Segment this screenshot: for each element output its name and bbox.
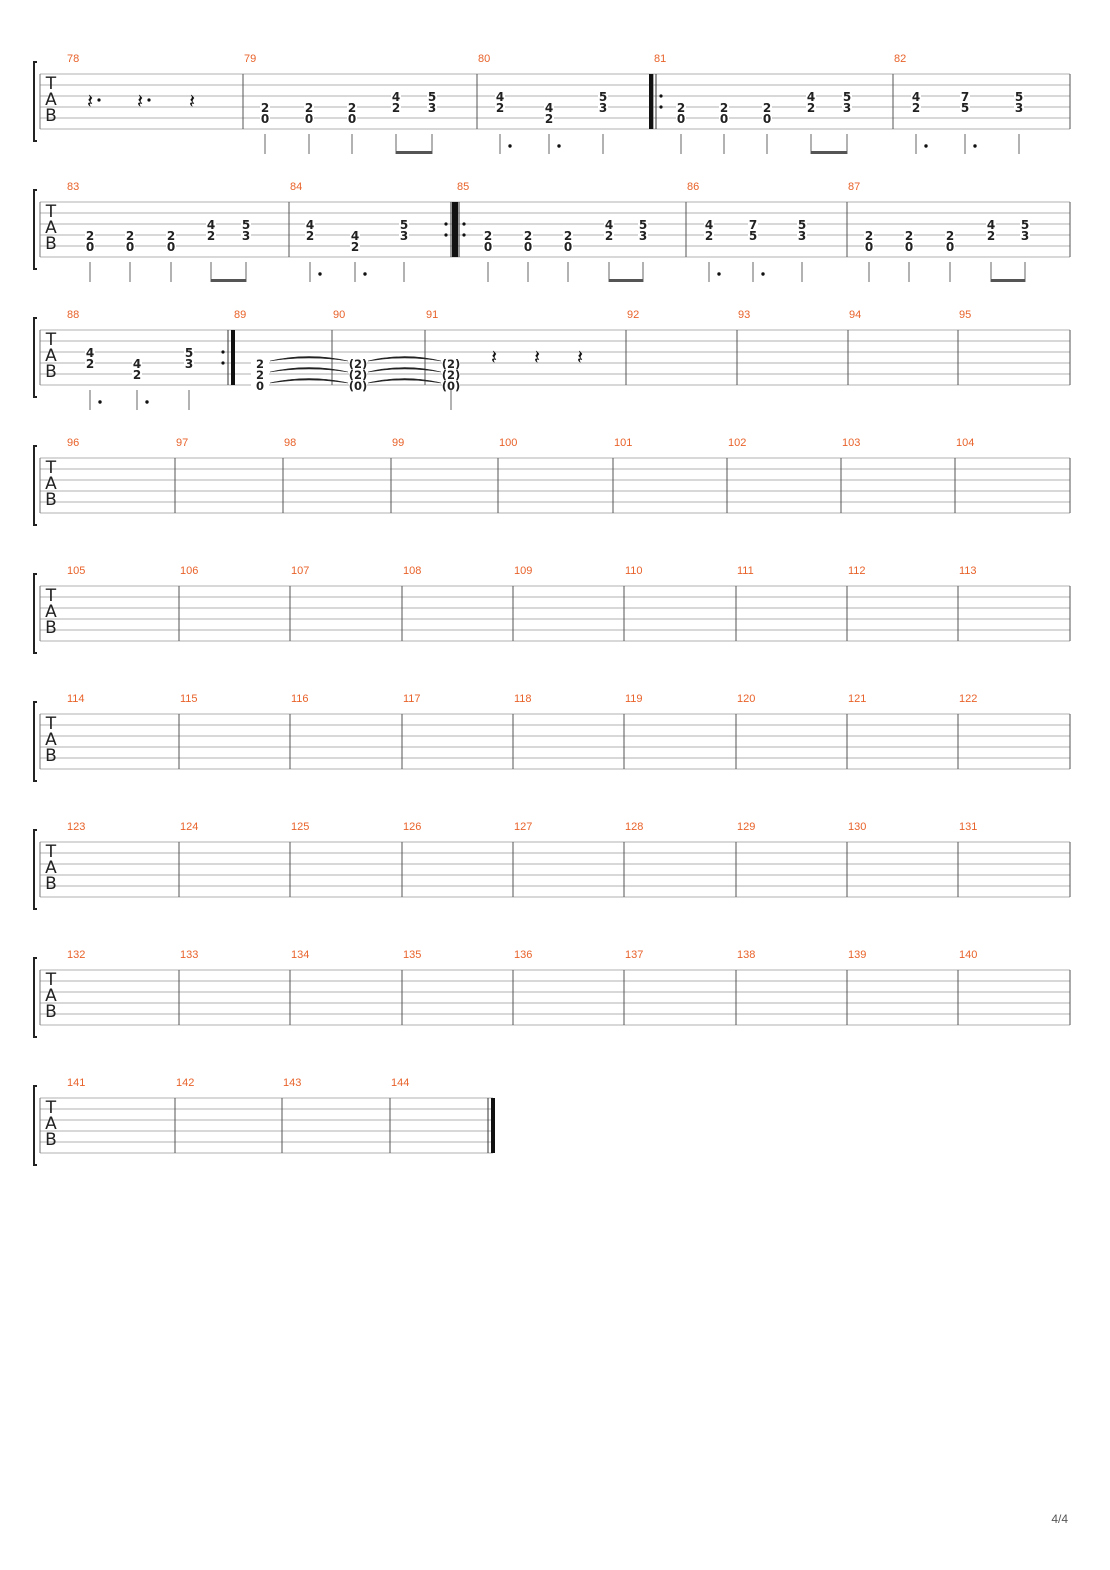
fret-number: 4 xyxy=(911,90,921,104)
system-bracket xyxy=(34,574,37,653)
tab-clef-letter: A xyxy=(45,986,57,1006)
tie-arc xyxy=(270,379,348,384)
tied-fret-number: (2) xyxy=(441,357,461,371)
measure-number: 138 xyxy=(737,949,756,961)
tab-clef-letter: T xyxy=(45,714,57,734)
measure-number: 140 xyxy=(959,949,978,961)
fret-number: 2 xyxy=(495,101,505,115)
fret-number: 5 xyxy=(1020,218,1030,232)
fret-number: 2 xyxy=(166,229,176,243)
tie-arc xyxy=(270,357,348,362)
fret-number: 2 xyxy=(132,368,142,382)
measure-number: 135 xyxy=(403,949,422,961)
measure-number: 131 xyxy=(959,821,978,833)
fret-number: 0 xyxy=(523,240,533,254)
tab-system xyxy=(34,693,1070,781)
measure-number: 80 xyxy=(478,53,491,65)
fret-number: 0 xyxy=(304,112,314,126)
note-beam xyxy=(811,151,847,154)
measure-number: 95 xyxy=(959,309,972,321)
tab-clef-letter: A xyxy=(45,90,57,110)
measure-number: 118 xyxy=(514,693,532,705)
fret-number: 2 xyxy=(676,101,686,115)
measure-number: 143 xyxy=(283,1077,302,1089)
note-beam xyxy=(211,279,246,282)
measure-number: 90 xyxy=(333,309,346,321)
measure-number: 126 xyxy=(403,821,422,833)
tab-clef-letter: T xyxy=(45,458,57,478)
fret-number: 4 xyxy=(495,90,505,104)
measure-number: 104 xyxy=(956,437,975,449)
fret-number: 2 xyxy=(945,229,955,243)
tie-arc xyxy=(368,368,441,373)
fret-number: 0 xyxy=(719,112,729,126)
tab-clef-letter: T xyxy=(45,970,57,990)
fret-number: 5 xyxy=(842,90,852,104)
fret-number: 4 xyxy=(132,357,142,371)
fret-number: 3 xyxy=(797,229,807,243)
tab-clef-letter: B xyxy=(45,746,57,766)
fret-number: 4 xyxy=(391,90,401,104)
duration-dot xyxy=(98,400,101,403)
fret-number: 3 xyxy=(1020,229,1030,243)
quarter-rest: 𝄽 xyxy=(136,89,144,113)
quarter-rest: 𝄽 xyxy=(576,345,584,369)
measure-number: 114 xyxy=(67,693,85,705)
tab-clef-letter: B xyxy=(45,362,57,382)
quarter-rest: 𝄽 xyxy=(490,345,498,369)
fret-number: 0 xyxy=(904,240,914,254)
measure-number: 97 xyxy=(176,437,189,449)
repeat-dot xyxy=(444,233,447,236)
tie-arc xyxy=(368,357,441,362)
tab-clef-letter: B xyxy=(45,106,57,126)
tab-clef-letter: B xyxy=(45,618,57,638)
tied-fret-number: (2) xyxy=(348,357,368,371)
tab-clef-letter: T xyxy=(45,1098,57,1118)
measure-number: 103 xyxy=(842,437,861,449)
repeat-dot xyxy=(462,233,465,236)
tab-clef-letter: B xyxy=(45,874,57,894)
fret-number: 2 xyxy=(260,101,270,115)
fret-number: 2 xyxy=(719,101,729,115)
measure-number: 119 xyxy=(625,693,643,705)
measure-number: 106 xyxy=(180,565,199,577)
tab-clef-letter: T xyxy=(45,330,57,350)
quarter-rest: 𝄽 xyxy=(533,345,541,369)
tab-clef-letter: T xyxy=(45,586,57,606)
system-bracket xyxy=(34,1086,37,1165)
measure-number: 96 xyxy=(67,437,80,449)
fret-number: 2 xyxy=(85,357,95,371)
fret-number: 5 xyxy=(638,218,648,232)
measure-number: 116 xyxy=(291,693,309,705)
fret-number: 4 xyxy=(604,218,614,232)
measure-number: 89 xyxy=(234,309,247,321)
fret-number: 0 xyxy=(85,240,95,254)
tab-clef-letter: T xyxy=(45,74,57,94)
measure-number: 79 xyxy=(244,53,257,65)
fret-number: 0 xyxy=(260,112,270,126)
measure-number: 91 xyxy=(426,309,439,321)
fret-number: 0 xyxy=(563,240,573,254)
note-beam xyxy=(991,279,1025,282)
fret-number: 3 xyxy=(427,101,437,115)
tied-fret-number: 2 xyxy=(255,357,265,371)
fret-number: 2 xyxy=(304,101,314,115)
measure-number: 123 xyxy=(67,821,86,833)
tab-clef-letter: B xyxy=(45,234,57,254)
duration-dot xyxy=(508,144,511,147)
measure-number: 99 xyxy=(392,437,405,449)
measure-number: 107 xyxy=(291,565,310,577)
repeat-dot xyxy=(221,361,224,364)
measure-number: 86 xyxy=(687,181,700,193)
measure-number: 128 xyxy=(625,821,644,833)
tab-clef-letter: A xyxy=(45,346,57,366)
duration-dot xyxy=(145,400,148,403)
measure-number: 78 xyxy=(67,53,80,65)
tab-clef-letter: A xyxy=(45,218,57,238)
measure-number: 115 xyxy=(180,693,198,705)
system-bracket xyxy=(34,830,37,909)
fret-number: 2 xyxy=(806,101,816,115)
tab-clef-letter: B xyxy=(45,1002,57,1022)
fret-number: 3 xyxy=(598,101,608,115)
measure-number: 142 xyxy=(176,1077,195,1089)
fret-number: 3 xyxy=(184,357,194,371)
measure-number: 113 xyxy=(959,565,977,577)
measure-number: 111 xyxy=(737,565,754,577)
measure-number: 112 xyxy=(848,565,866,577)
fret-number: 0 xyxy=(945,240,955,254)
measure-number: 141 xyxy=(67,1077,86,1089)
tied-fret-number: 2 xyxy=(255,368,265,382)
fret-number: 5 xyxy=(184,346,194,360)
system-bracket xyxy=(34,702,37,781)
fret-number: 2 xyxy=(911,101,921,115)
fret-number: 5 xyxy=(1014,90,1024,104)
tab-system xyxy=(34,1077,493,1165)
fret-number: 2 xyxy=(305,229,315,243)
tab-system xyxy=(34,565,1070,653)
tab-system xyxy=(34,53,1070,154)
fret-number: 5 xyxy=(598,90,608,104)
fret-number: 0 xyxy=(762,112,772,126)
fret-number: 2 xyxy=(864,229,874,243)
tab-clef-letter: A xyxy=(45,474,57,494)
tab-clef-letter: T xyxy=(45,842,57,862)
fret-number: 2 xyxy=(483,229,493,243)
fret-number: 2 xyxy=(523,229,533,243)
duration-dot xyxy=(557,144,560,147)
fret-number: 0 xyxy=(347,112,357,126)
fret-number: 2 xyxy=(125,229,135,243)
tab-clef-letter: A xyxy=(45,1114,57,1134)
measure-number: 105 xyxy=(67,565,86,577)
measure-number: 120 xyxy=(737,693,756,705)
system-bracket xyxy=(34,62,37,141)
fret-number: 4 xyxy=(544,101,554,115)
tied-fret-number: (0) xyxy=(348,379,368,393)
tab-clef-letter: T xyxy=(45,202,57,222)
fret-number: 3 xyxy=(842,101,852,115)
measure-number: 132 xyxy=(67,949,86,961)
fret-number: 0 xyxy=(676,112,686,126)
note-beam xyxy=(396,151,432,154)
tied-fret-number: 0 xyxy=(255,379,265,393)
tab-system xyxy=(34,181,1070,282)
measure-number: 124 xyxy=(180,821,199,833)
system-bracket xyxy=(34,318,37,397)
fret-number: 7 xyxy=(748,218,758,232)
tied-fret-number: (0) xyxy=(441,379,461,393)
note-beam xyxy=(609,279,643,282)
measure-number: 127 xyxy=(514,821,533,833)
fret-number: 5 xyxy=(960,101,970,115)
fret-number: 4 xyxy=(986,218,996,232)
fret-number: 2 xyxy=(604,229,614,243)
quarter-rest: 𝄽 xyxy=(188,89,196,113)
page-number: 4/4 xyxy=(1051,1512,1068,1526)
fret-number: 3 xyxy=(399,229,409,243)
tab-system xyxy=(34,437,1070,525)
fret-number: 5 xyxy=(797,218,807,232)
measure-number: 129 xyxy=(737,821,756,833)
system-bracket xyxy=(34,446,37,525)
tied-fret-number: (2) xyxy=(441,368,461,382)
measure-number: 93 xyxy=(738,309,751,321)
measure-number: 130 xyxy=(848,821,867,833)
measure-number: 139 xyxy=(848,949,867,961)
fret-number: 0 xyxy=(483,240,493,254)
measure-number: 109 xyxy=(514,565,533,577)
fret-number: 4 xyxy=(85,346,95,360)
measure-number: 87 xyxy=(848,181,861,193)
fret-number: 2 xyxy=(563,229,573,243)
fret-number: 0 xyxy=(864,240,874,254)
quarter-rest: 𝄽 xyxy=(86,89,94,113)
measure-number: 92 xyxy=(627,309,640,321)
repeat-dot xyxy=(462,222,465,225)
measure-number: 122 xyxy=(959,693,978,705)
measure-number: 108 xyxy=(403,565,422,577)
duration-dot xyxy=(973,144,976,147)
repeat-dot xyxy=(444,222,447,225)
fret-number: 7 xyxy=(960,90,970,104)
fret-number: 2 xyxy=(904,229,914,243)
measure-number: 81 xyxy=(654,53,667,65)
duration-dot xyxy=(363,272,366,275)
tab-clef-letter: A xyxy=(45,858,57,878)
fret-number: 3 xyxy=(1014,101,1024,115)
measure-number: 100 xyxy=(499,437,518,449)
measure-number: 144 xyxy=(391,1077,410,1089)
fret-number: 2 xyxy=(347,101,357,115)
measure-number: 94 xyxy=(849,309,862,321)
measure-number: 136 xyxy=(514,949,533,961)
tied-fret-number: (2) xyxy=(348,368,368,382)
fret-number: 2 xyxy=(350,240,360,254)
measure-number: 102 xyxy=(728,437,747,449)
tab-clef-letter: A xyxy=(45,730,57,750)
repeat-dot xyxy=(659,94,662,97)
fret-number: 2 xyxy=(391,101,401,115)
duration-dot xyxy=(924,144,927,147)
measure-number: 98 xyxy=(284,437,297,449)
duration-dot xyxy=(318,272,321,275)
measure-number: 137 xyxy=(625,949,644,961)
repeat-dot xyxy=(221,350,224,353)
tab-system xyxy=(34,821,1070,909)
tab-system xyxy=(34,949,1070,1037)
measure-number: 82 xyxy=(894,53,907,65)
fret-number: 5 xyxy=(399,218,409,232)
duration-dot xyxy=(761,272,764,275)
fret-number: 4 xyxy=(350,229,360,243)
fret-number: 4 xyxy=(305,218,315,232)
fret-number: 0 xyxy=(125,240,135,254)
rest-dot xyxy=(97,98,100,101)
tie-arc xyxy=(368,379,441,384)
tab-clef-letter: A xyxy=(45,602,57,622)
fret-number: 5 xyxy=(241,218,251,232)
measure-number: 134 xyxy=(291,949,310,961)
tab-clef-letter: B xyxy=(45,1130,57,1150)
fret-number: 5 xyxy=(748,229,758,243)
measure-number: 101 xyxy=(614,437,633,449)
fret-number: 5 xyxy=(427,90,437,104)
tab-system xyxy=(34,309,1070,410)
fret-number: 2 xyxy=(704,229,714,243)
fret-number: 4 xyxy=(206,218,216,232)
measure-number: 125 xyxy=(291,821,310,833)
measure-number: 88 xyxy=(67,309,80,321)
measure-number: 83 xyxy=(67,181,80,193)
system-bracket xyxy=(34,190,37,269)
measure-number: 133 xyxy=(180,949,199,961)
fret-number: 4 xyxy=(704,218,714,232)
tab-clef-letter: B xyxy=(45,490,57,510)
fret-number: 0 xyxy=(166,240,176,254)
fret-number: 3 xyxy=(638,229,648,243)
measure-number: 117 xyxy=(403,693,421,705)
rest-dot xyxy=(147,98,150,101)
fret-number: 2 xyxy=(544,112,554,126)
fret-number: 2 xyxy=(206,229,216,243)
measure-number: 121 xyxy=(848,693,867,705)
fret-number: 4 xyxy=(806,90,816,104)
measure-number: 110 xyxy=(625,565,643,577)
duration-dot xyxy=(717,272,720,275)
fret-number: 2 xyxy=(762,101,772,115)
system-bracket xyxy=(34,958,37,1037)
repeat-dot xyxy=(659,105,662,108)
fret-number: 3 xyxy=(241,229,251,243)
fret-number: 2 xyxy=(85,229,95,243)
tie-arc xyxy=(270,368,348,373)
measure-number: 85 xyxy=(457,181,470,193)
fret-number: 2 xyxy=(986,229,996,243)
measure-number: 84 xyxy=(290,181,303,193)
